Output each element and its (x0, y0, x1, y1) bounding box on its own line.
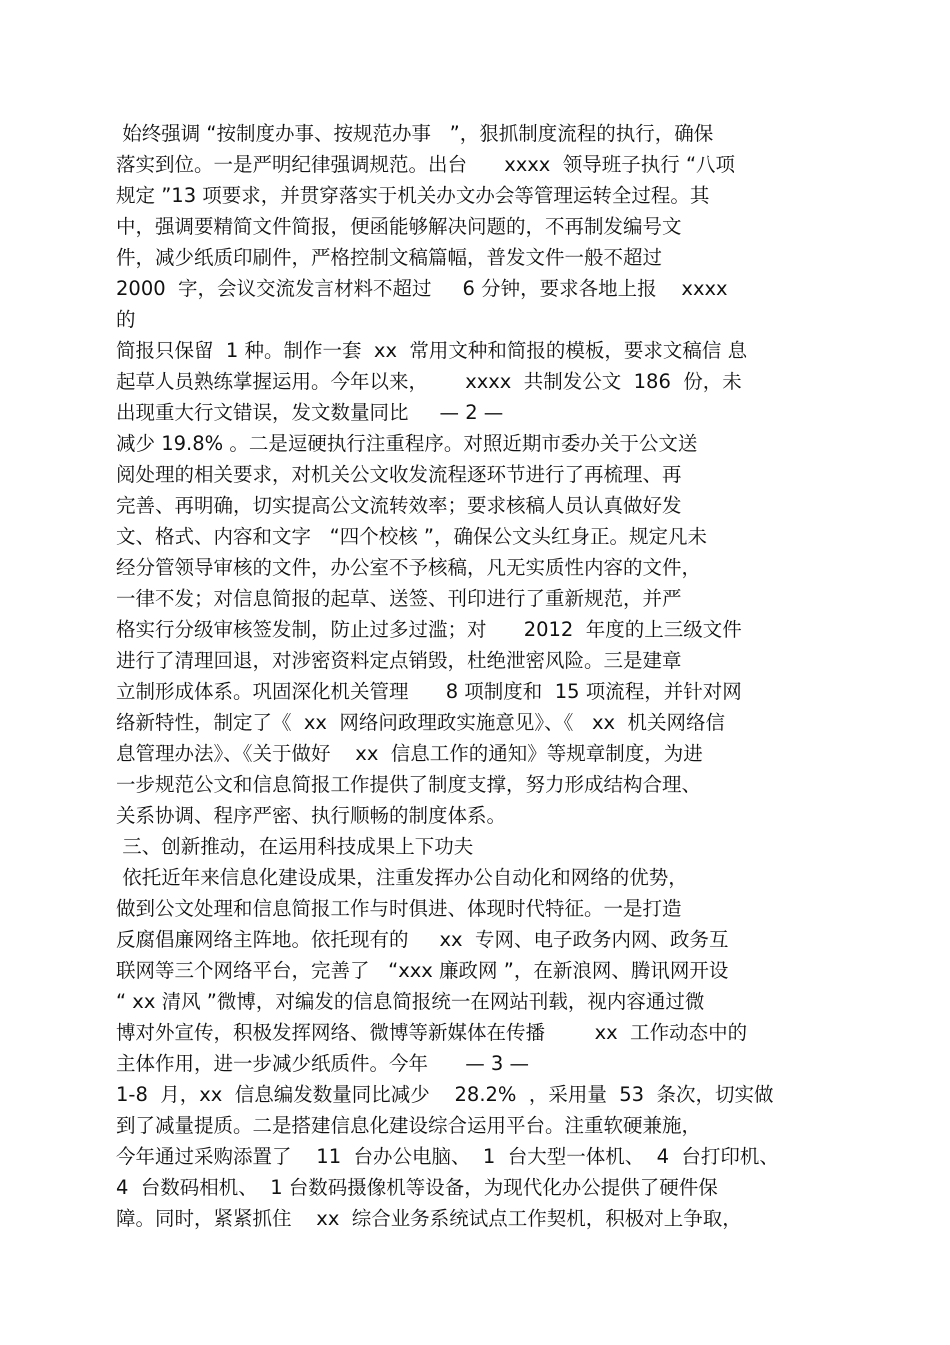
text-line: 到了减量提质。二是搭建信息化建设综合运用平台。注重软硬兼施， (116, 1114, 702, 1137)
text-line: 络新特性，制定了《 xx 网络问政理政实施意见》、《 xx 机关网络信 (116, 711, 725, 734)
text-line: 立制形成体系。巩固深化机关管理 8 项制度和 15 项流程，并针对网 (116, 680, 742, 703)
text-line: 完善、再明确，切实提高公文流转效率；要求核稿人员认真做好发 (116, 494, 682, 517)
text-line: 经分管领导审核的文件，办公室不予核稿，凡无实质性内容的文件， (116, 556, 702, 579)
text-line: 的 (116, 308, 136, 331)
text-line: 今年通过采购添置了 11 台办公电脑、 1 台大型一体机、 4 台打印机、 (116, 1145, 779, 1168)
text-line: 主体作用，进一步减少纸质件。今年 — 3 — (116, 1052, 529, 1075)
text-line: 简报只保留 1 种。制作一套 xx 常用文种和简报的模板，要求文稿信 息 (116, 339, 748, 362)
text-line: 文、格式、内容和文字 “四个校核 ”，确保公文头红身正。规定凡未 (116, 525, 707, 548)
text-line: 2000 字，会议交流发言材料不超过 6 分钟，要求各地上报 xxxx (116, 277, 728, 300)
text-line: 出现重大行文错误，发文数量同比 — 2 — (116, 401, 504, 424)
text-line: 1-8 月，xx 信息编发数量同比减少 28.2% ，采用量 53 条次，切实做 (116, 1083, 774, 1106)
text-line: 反腐倡廉网络主阵地。依托现有的 xx 专网、电子政务内网、政务互 (116, 928, 729, 951)
text-line: 依托近年来信息化建设成果，注重发挥办公自动化和网络的优势， (116, 866, 688, 889)
text-line: 息管理办法》、《关于做好 xx 信息工作的通知》等规章制度，为进 (116, 742, 703, 765)
text-line: 联网等三个网络平台，完善了 “xxx 廉政网 ”，在新浪网、腾讯网开设 (116, 959, 729, 982)
text-line: 落实到位。一是严明纪律强调规范。出台 xxxx 领导班子执行 “八项 (116, 153, 736, 176)
text-line: 起草人员熟练掌握运用。今年以来， xxxx 共制发公文 186 份，未 (116, 370, 742, 393)
text-line: 4 台数码相机、 1 台数码摄像机等设备，为现代化办公提供了硬件保 (116, 1176, 718, 1199)
text-line: 规定 ”13 项要求，并贯穿落实于机关办文办会等管理运转全过程。其 (116, 184, 710, 207)
text-line: 中，强调要精简文件简报，便函能够解决问题的，不再制发编号文 (116, 215, 682, 238)
text-line: 一步规范公文和信息简报工作提供了制度支撑，努力形成结构合理、 (116, 773, 702, 796)
text-line: 进行了清理回退，对涉密资料定点销毁，杜绝泄密风险。三是建章 (116, 649, 682, 672)
text-line: 博对外宣传，积极发挥网络、微博等新媒体在传播 xx 工作动态中的 (116, 1021, 748, 1044)
text-line: 始终强调 “按制度办事、按规范办事 ”，狠抓制度流程的执行，确保 (116, 122, 714, 145)
text-line: 关系协调、程序严密、执行顺畅的制度体系。 (116, 804, 507, 827)
text-line: 减少 19.8% 。二是逗硬执行注重程序。对照近期市委办关于公文送 (116, 432, 698, 455)
text-line: 件，减少纸质印刷件，严格控制文稿篇幅，普发文件一般不超过 (116, 246, 663, 269)
section-heading: 三、创新推动，在运用科技成果上下功夫 (116, 835, 474, 858)
text-line: 阅处理的相关要求，对机关公文收发流程逐环节进行了再梳理、再 (116, 463, 682, 486)
text-line: 格实行分级审核签发制，防止过多过滥；对 2012 年度的上三级文件 (116, 618, 742, 641)
text-line: “ xx 清风 ”微博，对编发的信息简报统一在网站刊载，视内容通过微 (116, 990, 705, 1013)
text-line: 障。同时，紧紧抓住 xx 综合业务系统试点工作契机，积极对上争取， (116, 1207, 742, 1230)
text-line: 做到公文处理和信息简报工作与时俱进、体现时代特征。一是打造 (116, 897, 682, 920)
text-line: 一律不发；对信息简报的起草、送签、刊印进行了重新规范，并严 (116, 587, 682, 610)
